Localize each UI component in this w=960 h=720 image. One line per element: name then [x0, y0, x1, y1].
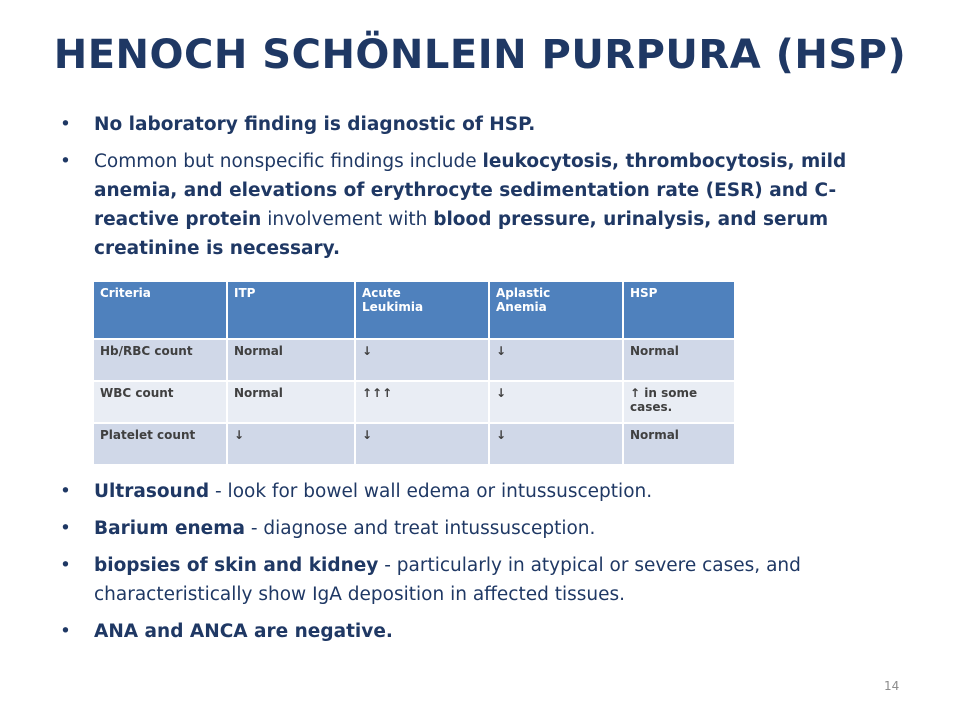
bullet-text: involvement with: [261, 209, 434, 230]
table-cell: ↑ in some cases.: [623, 381, 735, 423]
bullet-text-bold: No laboratory finding is diagnostic of HSP.: [94, 114, 536, 135]
table-header-cell: ITP: [227, 281, 355, 339]
bullet-item: [60, 551, 910, 609]
table-cell: Normal: [227, 339, 355, 381]
bullet-text: - look for bowel wall edema or intussusception.: [209, 481, 653, 502]
bullet-text: - diagnose and treat intussusception.: [244, 518, 596, 539]
table-header-row: [93, 281, 735, 339]
bullet-text-bold: biopsies of skin and kidney: [94, 555, 379, 576]
table-cell: WBC count: [93, 381, 227, 423]
table-header-cell: Aplastic Anemia: [489, 281, 623, 339]
table-cell: ↓: [489, 339, 623, 381]
table-cell: Platelet count: [93, 423, 227, 465]
table-cell: ↓: [489, 381, 623, 423]
table-cell: ↓: [355, 339, 489, 381]
bullet-item: [60, 110, 910, 139]
bullet-text-bold: leukocytosis, thrombocytosis, mild anemia, and elevations of erythrocyte sedimentation rate (ESR) and C-reactive protein: [94, 151, 847, 230]
bullet-item: [60, 477, 910, 506]
bullet-text-bold: ANA and ANCA are negative.: [94, 621, 393, 642]
table-cell: Normal: [623, 339, 735, 381]
table-cell: Normal: [623, 423, 735, 465]
table-cell: ↓: [489, 423, 623, 465]
bullet-list-top: [60, 110, 910, 271]
bullet-list-bottom: [60, 477, 910, 654]
table-cell: ↓: [227, 423, 355, 465]
table-body: [93, 339, 735, 465]
bullet-text: - particularly in atypical or severe cases, and characteristically show IgA deposition in affected tissues.: [94, 555, 801, 605]
bullet-text-bold: blood pressure, urinalysis, and serum creatinine is necessary.: [94, 209, 829, 259]
bullet-text-bold: Barium enema: [94, 518, 245, 539]
page-number: 14: [884, 679, 900, 693]
table-row: [93, 339, 735, 381]
bullet-item: [60, 147, 910, 263]
bullet-text-bold: Ultrasound: [94, 481, 210, 502]
table-header-cell: HSP: [623, 281, 735, 339]
table-cell: Normal: [227, 381, 355, 423]
table-cell: Hb/RBC count: [93, 339, 227, 381]
table-cell: ↓: [355, 423, 489, 465]
comparison-table: [92, 280, 734, 466]
table-row: [93, 423, 735, 465]
table-header-cell: Acute Leukimia: [355, 281, 489, 339]
table-row: [93, 381, 735, 423]
table-header-cell: Criteria: [93, 281, 227, 339]
slide-title: HENOCH SCHÖNLEIN PURPURA (HSP): [53, 32, 907, 78]
bullet-item: [60, 514, 910, 543]
bullet-text: Common but nonspecific findings include: [94, 151, 483, 172]
bullet-item: [60, 617, 910, 646]
table-cell: ↑↑↑: [355, 381, 489, 423]
